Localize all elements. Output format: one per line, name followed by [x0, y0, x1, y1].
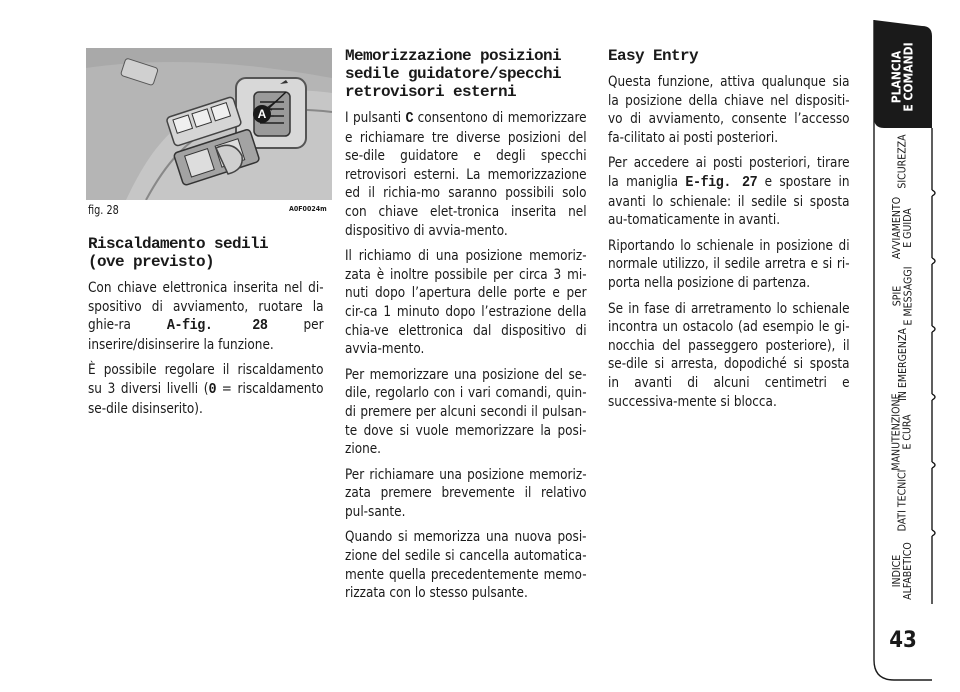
text-run: I pulsanti: [345, 109, 406, 126]
figure-reference: E-fig. 27: [685, 174, 758, 191]
text-run: consentono di memorizzare e richiamare tre diverse posizioni del se-dile guidatore e degli specchi retrovisori esterni. La memorizzazione ed il richia-mo saranno possibili solo con chiave elet-tronica inserita nel dispositivo di avvia-mento.: [345, 109, 587, 239]
figure-code: A0F0024m: [289, 205, 327, 213]
figure-reference: A-fig. 28: [166, 318, 268, 335]
paragraph: Riportando lo schienale in posizione di normale utilizzo, il sedile arretra e si ri-porta nella posizione di partenza.: [608, 236, 850, 291]
page-number: 43: [889, 628, 917, 653]
section-heading: [88, 235, 324, 271]
section-heading: Easy Entry: [608, 47, 699, 65]
heading-line: Memorizzazione posizioni: [345, 47, 562, 65]
paragraph: [88, 279, 324, 354]
tab-label: PLANCIA E COMANDI: [890, 42, 917, 112]
tab-label: AVVIAMENTO E GUIDA: [891, 196, 914, 260]
tab-label: DATI TECNICI: [896, 469, 909, 531]
easy-entry-section: [608, 47, 850, 418]
button-reference: C: [405, 111, 414, 127]
door-panel-illustration: [86, 48, 332, 200]
tab-in-emergenza[interactable]: [874, 327, 932, 401]
heading-line: (ove previsto): [88, 253, 215, 271]
level-reference: 0: [208, 381, 217, 398]
tab-label: SPIE E MESSAGGI: [891, 266, 915, 326]
paragraph: [608, 154, 850, 229]
tab-label: MANUTENZIONE E CURA: [891, 393, 914, 471]
tab-spie-e-messaggi[interactable]: [874, 264, 932, 328]
text-run: È possibile regolare il riscaldamento su 3 diversi livelli (: [88, 361, 324, 397]
paragraph: [88, 361, 324, 418]
tab-sicurezza[interactable]: [874, 130, 932, 192]
callout-a-marker: [253, 105, 271, 123]
paragraph: Se in fase di arretramento lo schienale incontra un ostacolo (ad esempio le gi-nocchia del passeggero posteriore), il se-dile si arresta, dopodiché si sposta in avanti di alcuni centimetri e successiva-mente si blocca.: [608, 299, 850, 410]
memory-positions-section: [345, 47, 587, 610]
tab-label: IN EMERGENZA: [896, 327, 909, 401]
text-run: = riscaldamento se-dile disinserito).: [88, 379, 324, 417]
paragraph: Quando si memorizza una nuova posi-zione del sedile si cancella automatica-mente quella precedentemente memo-rizzata con lo stesso pulsante.: [345, 528, 587, 602]
text-run: Per accedere ai posti posteriori, tirare la maniglia: [608, 154, 850, 190]
seat-heating-section: [88, 235, 324, 425]
section-heading: [345, 47, 587, 101]
paragraph: [345, 109, 587, 240]
tab-label: SICUREZZA: [896, 133, 909, 189]
tab-avviamento-e-guida[interactable]: [874, 196, 932, 260]
tab-dati-tecnici[interactable]: [874, 468, 932, 532]
tab-manutenzione-e-cura[interactable]: [874, 393, 932, 471]
callout-a-label: A: [257, 107, 267, 121]
tab-indice-alfabetico[interactable]: [874, 536, 932, 606]
paragraph: Per richiamare una posizione memoriz-zata premere brevemente il relativo pul-sante.: [345, 465, 587, 520]
paragraph: Questa funzione, attiva qualunque sia la posizione della chiave nel dispositi-vo di avviamento, consente l’accesso fa-cilitato ai posti posteriori.: [608, 73, 850, 146]
seat-heating-figure: [86, 48, 332, 200]
text-run: per inserire/disinserire la funzione.: [88, 316, 324, 353]
heading-line: sedile guidatore/specchi: [345, 65, 562, 83]
figure-caption: fig. 28: [88, 203, 119, 217]
tab-label: INDICE ALFABETICO: [891, 542, 914, 600]
heading-line: retrovisori esterni: [345, 83, 517, 101]
heading-line: Riscaldamento sedili: [88, 235, 269, 253]
tab-plancia-e-comandi[interactable]: [874, 28, 932, 126]
text-run: Con chiave elettronica inserita nel di-spositivo di avviamento, ruotare la ghie-ra: [88, 279, 324, 334]
paragraph: Per memorizzare una posizione del se-dile, regolarlo con i vari comandi, quin-di premere per alcuni secondi il pulsan-te dove si vuole memorizzare la posi-zione.: [345, 365, 587, 458]
text-run: e spostare in avanti lo schienale: il sedile si sposta au-tomaticamente in avanti.: [608, 172, 850, 229]
paragraph: Il richiamo di una posizione memoriz-zata è inoltre possibile per circa 3 mi-nuti dopo l’apertura delle porte e per cir-ca 1 minuto dopo l’estrazione della chia-ve elettronica dal dispositivo di avvia-mento.: [345, 247, 587, 358]
